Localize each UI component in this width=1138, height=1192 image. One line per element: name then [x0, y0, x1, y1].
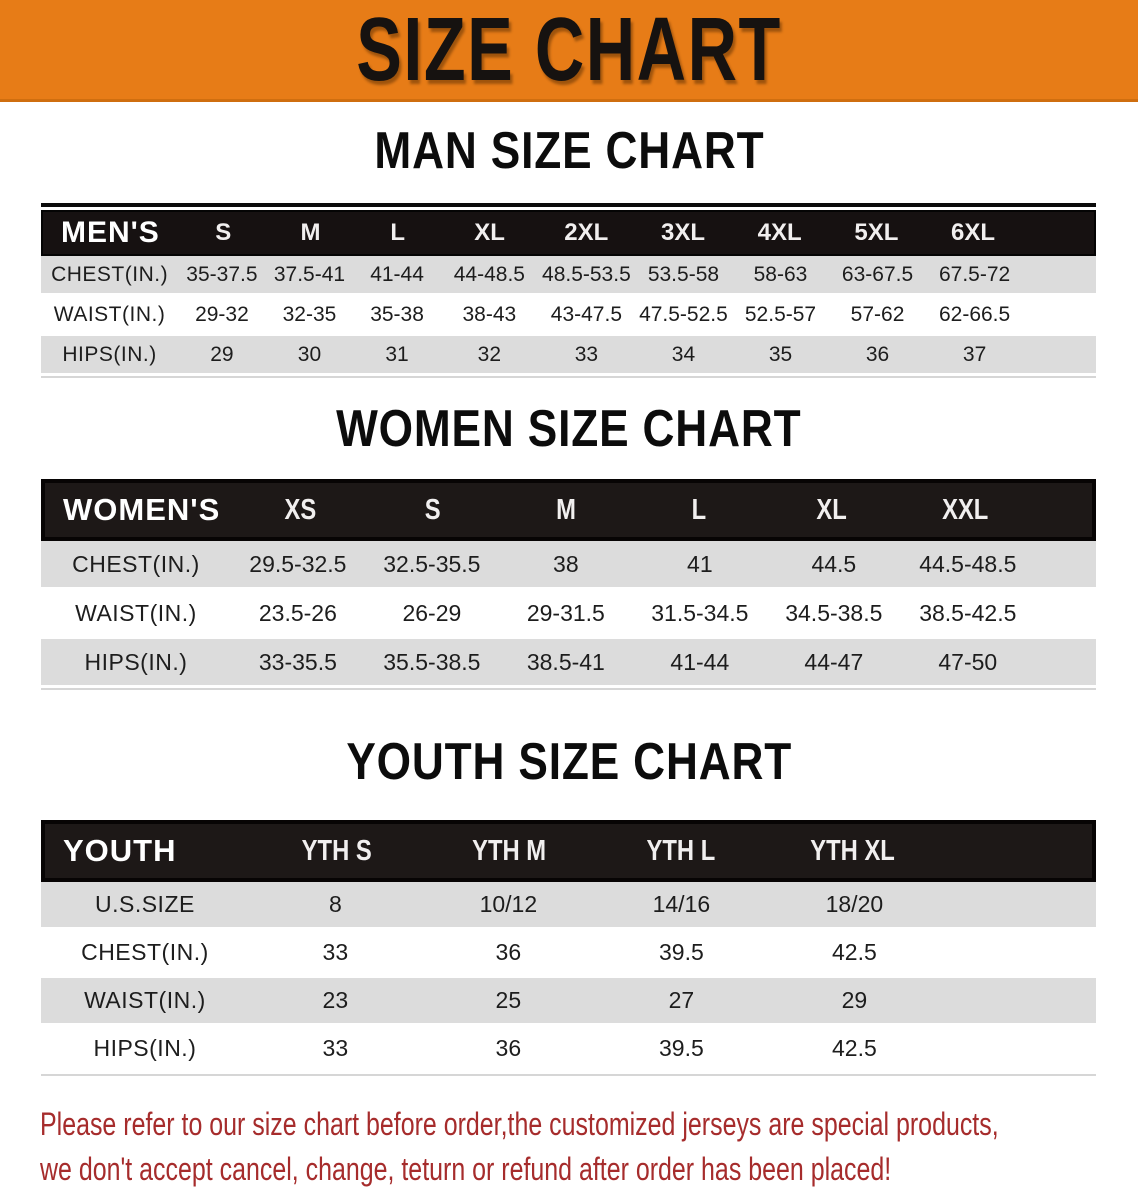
measurement-cell: 41 [687, 550, 713, 577]
size-column-header [632, 494, 765, 527]
men-table-header-band [41, 210, 1096, 256]
size-column-header [233, 494, 366, 527]
measurement-cell: 31.5-34.5 [651, 599, 749, 626]
size-column-header [180, 219, 267, 247]
measurement-cell: 62-66.5 [938, 302, 1011, 326]
measurement-cell: 29 [841, 987, 868, 1013]
size-column-header-text: 2XL [564, 219, 609, 246]
row-label: WAIST(IN.) [53, 302, 166, 326]
measurement-cell: 53.5-58 [647, 262, 720, 286]
measurement-cell: 34 [671, 342, 696, 366]
row-label: WAIST(IN.) [84, 987, 206, 1013]
measurement-cell: 29-32 [195, 302, 249, 326]
measurement-cell: 10/12 [479, 891, 538, 917]
measurement-cell: 39.5 [658, 1035, 704, 1061]
size-column-header [251, 835, 423, 868]
measurement-cell: 36 [495, 1035, 522, 1061]
table-row [41, 978, 1096, 1026]
measurement-cell: 30 [297, 342, 322, 366]
measurement-cell: 41-44 [670, 648, 730, 675]
measurement-cell: 33-35.5 [258, 648, 337, 675]
youth-size-table [41, 820, 1096, 1076]
size-column-header-text: 6XL [951, 219, 996, 246]
measurement-cell: 36 [495, 939, 522, 965]
table-row [41, 590, 1096, 639]
size-column-header [828, 219, 925, 247]
banner-title: SIZE CHART [356, 0, 782, 100]
measurement-cell: 25 [495, 987, 522, 1013]
measurement-cell: 48.5-53.5 [542, 262, 631, 286]
size-column-header [366, 494, 499, 527]
measurement-cell: 33 [322, 1035, 349, 1061]
measurement-cell: 35 [768, 342, 793, 366]
measurement-cell: 38-43 [462, 302, 517, 326]
size-column-header [765, 494, 898, 527]
size-column-header-text: L [691, 493, 707, 526]
measurement-cell: 23 [322, 987, 349, 1013]
measurement-cell: 43-47.5 [550, 302, 623, 326]
measurement-cell: 33 [574, 342, 599, 366]
measurement-cell: 29.5-32.5 [249, 550, 347, 577]
table-header-label: YOUTH [63, 833, 177, 868]
size-column-header [354, 219, 441, 247]
size-column-header [766, 835, 938, 868]
women-section-heading [0, 400, 1138, 464]
table-row [41, 1026, 1096, 1074]
measurement-cell: 23.5-26 [258, 599, 337, 626]
measurement-cell: 32-35 [282, 302, 337, 326]
measurement-cell: 8 [328, 891, 342, 917]
size-column-header-text: YTH S [302, 834, 373, 867]
size-column-header [538, 219, 635, 247]
measurement-cell: 35-37.5 [186, 262, 258, 286]
size-column-header-text: YTH XL [809, 834, 895, 867]
size-column-header-text: XL [816, 493, 848, 526]
table-header-label: MEN'S [61, 216, 160, 249]
measurement-cell: 18/20 [825, 891, 884, 917]
row-label: WAIST(IN.) [75, 599, 197, 626]
table-row [41, 639, 1096, 688]
measurement-cell: 32 [477, 342, 502, 366]
table-header-label: WOMEN'S [63, 492, 221, 527]
table-row [41, 256, 1096, 296]
size-column-header [423, 835, 595, 868]
footer-line-2-text: we don't accept cancel, change, teturn or refund after order has been placed! [40, 1151, 892, 1187]
measurement-cell: 58-63 [753, 262, 808, 286]
measurement-cell: 63-67.5 [841, 262, 914, 286]
measurement-cell: 35-38 [370, 302, 424, 326]
table-row [41, 882, 1096, 930]
men-size-table [41, 203, 1096, 378]
row-label: CHEST(IN.) [72, 550, 200, 577]
man-section-heading [0, 122, 1138, 186]
measurement-cell: 38.5-42.5 [919, 599, 1017, 626]
size-column-header-text: XL [474, 219, 505, 246]
size-column-header-text: L [390, 219, 405, 246]
size-column-header-text: XXL [941, 493, 988, 526]
measurement-cell: 34.5-38.5 [785, 599, 883, 626]
measurement-cell: 32.5-35.5 [383, 550, 481, 577]
measurement-cell: 37.5-41 [273, 262, 346, 286]
table-row [41, 336, 1096, 376]
table-row [41, 296, 1096, 336]
measurement-cell: 39.5 [658, 939, 704, 965]
size-column-header [267, 219, 354, 247]
footer-line-2 [40, 1147, 1138, 1192]
measurement-cell: 44-47 [804, 648, 864, 675]
measurement-cell: 38.5-41 [526, 648, 605, 675]
measurement-cell: 44.5-48.5 [919, 550, 1017, 577]
size-column-header [731, 219, 828, 247]
measurement-cell: 36 [865, 342, 890, 366]
measurement-cell: 27 [668, 987, 695, 1013]
banner [0, 0, 1138, 102]
man-section-heading-text: MAN SIZE CHART [373, 122, 765, 180]
measurement-cell: 35.5-38.5 [383, 648, 481, 675]
row-label: U.S.SIZE [94, 891, 195, 917]
table-row [41, 930, 1096, 978]
women-table-header-band [41, 479, 1096, 541]
women-size-table [41, 479, 1096, 690]
table-row [41, 541, 1096, 590]
row-label: CHEST(IN.) [81, 939, 209, 965]
measurement-cell: 31 [385, 342, 409, 366]
measurement-cell: 47-50 [938, 648, 998, 675]
row-label: HIPS(IN.) [62, 342, 157, 366]
measurement-cell: 29-31.5 [526, 599, 605, 626]
measurement-cell: 33 [322, 939, 349, 965]
measurement-cell: 41-44 [370, 262, 424, 286]
size-column-header-text: S [215, 219, 232, 246]
row-label: HIPS(IN.) [93, 1035, 197, 1061]
youth-section-heading [0, 733, 1138, 797]
measurement-cell: 29 [210, 342, 234, 366]
size-column-header-text: 4XL [757, 219, 802, 246]
table-top-rule [41, 203, 1096, 207]
size-column-header [441, 219, 538, 247]
measurement-cell: 42.5 [832, 1035, 877, 1061]
row-label: CHEST(IN.) [51, 262, 169, 286]
size-column-header-text: S [424, 493, 441, 526]
footer-line-1 [40, 1102, 1138, 1147]
size-column-header [635, 219, 732, 247]
size-column-header-text: 3XL [660, 219, 705, 246]
size-column-header [925, 219, 1022, 247]
youth-table-header-band [41, 820, 1096, 882]
measurement-cell: 67.5-72 [938, 262, 1011, 286]
footer-line-1-text: Please refer to our size chart before order,the customized jerseys are special products, [40, 1106, 999, 1142]
measurement-cell: 37 [962, 342, 987, 366]
size-column-header-text: M [555, 493, 576, 526]
women-section-heading-text: WOMEN SIZE CHART [336, 400, 802, 458]
measurement-cell: 38 [553, 550, 579, 577]
measurement-cell: 44-48.5 [453, 262, 525, 286]
size-column-header-text: XS [284, 493, 316, 526]
measurement-cell: 14/16 [652, 891, 711, 917]
size-column-header [898, 494, 1031, 527]
measurement-cell: 42.5 [832, 939, 877, 965]
measurement-cell: 52.5-57 [744, 302, 817, 326]
measurement-cell: 47.5-52.5 [639, 302, 728, 326]
size-column-header-text: M [300, 219, 321, 246]
footer-note [40, 1102, 1138, 1192]
size-column-header-text: YTH L [646, 834, 715, 867]
measurement-cell: 26-29 [402, 599, 462, 626]
row-label: HIPS(IN.) [84, 648, 188, 675]
youth-section-heading-text: YOUTH SIZE CHART [346, 733, 792, 791]
size-column-header [499, 494, 632, 527]
size-column-header [595, 835, 767, 868]
measurement-cell: 57-62 [850, 302, 905, 326]
size-column-header-text: 5XL [854, 219, 899, 246]
size-column-header-text: YTH M [471, 834, 546, 867]
measurement-cell: 44.5 [811, 550, 857, 577]
